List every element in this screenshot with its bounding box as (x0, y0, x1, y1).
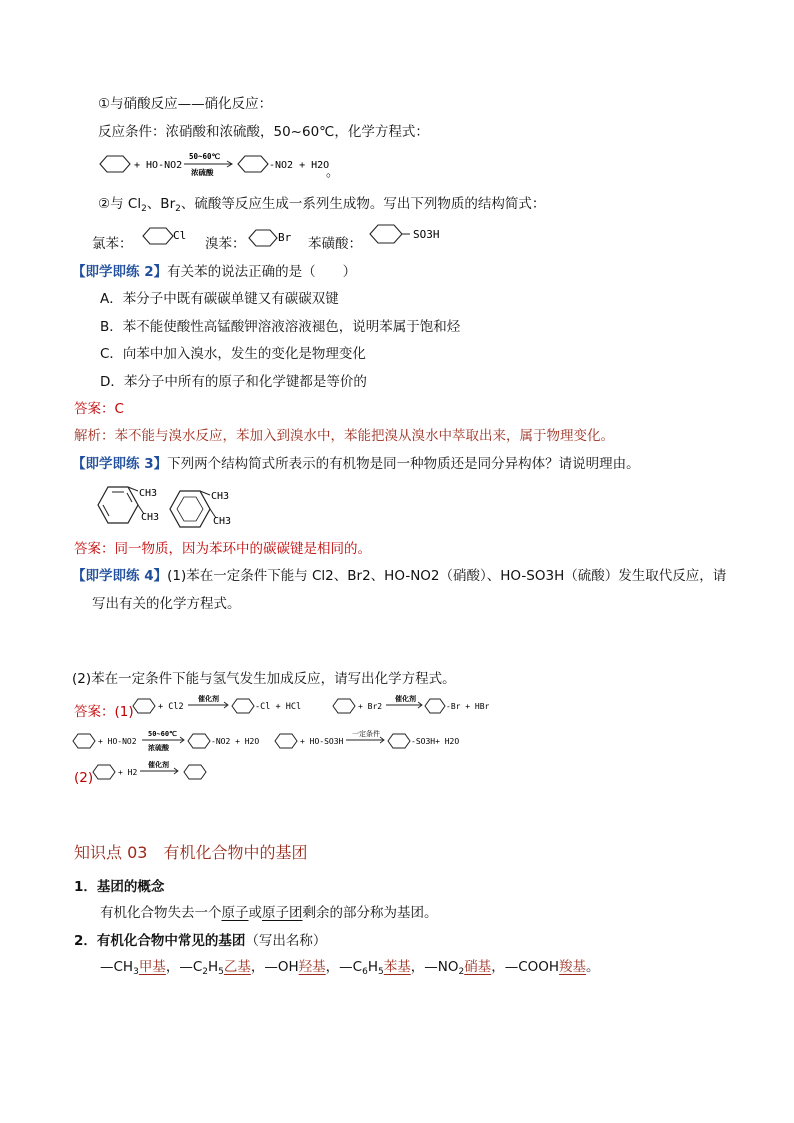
svg-text:+ Cl2: + Cl2 (158, 702, 184, 712)
group-name: 甲基 (138, 959, 166, 975)
svg-text:一定条件: 一定条件 (352, 730, 380, 738)
q2-answer: 答案：C (74, 401, 124, 417)
benzene-ring-icon (275, 734, 297, 748)
kp3-s1-text: 有机化合物失去一个原子或原子团剩余的部分称为基团。 (100, 905, 438, 921)
benzene-ring-icon (333, 699, 355, 713)
benzene-ring-icon (238, 156, 268, 172)
eq-hydrogenation (90, 760, 220, 786)
svg-text:-NO2 + H2O: -NO2 + H2O (211, 737, 260, 746)
svg-text:+ HO-SO3H: + HO-SO3H (300, 737, 344, 746)
chlorobenzene-structure (140, 224, 200, 248)
group-formula: —OH (264, 959, 299, 975)
group-name: 硝基 (464, 959, 492, 975)
svg-text:CH3: CH3 (141, 512, 160, 523)
benzene-ring-icon (370, 225, 402, 243)
eq-product: -NO2 + H2O (269, 160, 330, 171)
group-formula: —COOH (504, 959, 560, 975)
q3-answer: 答案：同一物质，因为苯环中的碳碳键是相同的。 (74, 541, 371, 557)
q4-stem-line1: 【即学即练 4】(1)苯在一定条件下能与 Cl2、Br2、HO-NO2（硝酸）、HO-SO3H（硫酸）发生取代反应，请 (72, 568, 727, 584)
eq-sulfonation (272, 728, 472, 758)
benzene-ring-icon (143, 228, 173, 244)
kp3-s1-title: 1．基团的概念 (74, 879, 165, 895)
q2-option-a: A．苯分子中既有碳碳单键又有碳碳双键 (100, 291, 339, 307)
q2-analysis: 解析：苯不能与溴水反应，苯加入到溴水中，苯能把溴从溴水中萃取出来，属于物理变化。 (74, 428, 614, 444)
svg-text:Cl: Cl (173, 229, 187, 242)
group-formula: $—NO_2$ (424, 959, 465, 977)
benzene-ring-icon (93, 765, 115, 779)
group-formula: $—CH_3$ (100, 959, 139, 977)
svg-text:催化剂: 催化剂 (198, 695, 219, 703)
bromobenzene-label: 溴苯： (205, 236, 246, 252)
kp3-heading: 知识点 03 有机化合物中的基团 (74, 843, 308, 862)
svg-text:-Cl + HCl: -Cl + HCl (255, 702, 302, 712)
svg-text:Br: Br (278, 231, 292, 244)
benzene-ring-icon (188, 734, 210, 748)
q3-structures (92, 478, 252, 536)
eq-end: 。 (326, 165, 340, 180)
q2-option-d: D．苯分子中所有的原子和化学键都是等价的 (100, 374, 367, 390)
svg-text:50~60℃: 50~60℃ (148, 730, 177, 738)
benzene-ring-icon (425, 699, 445, 713)
eq-chlorination (130, 694, 330, 720)
kp3-groups: $—CH_3$甲基，$—C_2H_5$乙基，—OH羟基，$—C_6H_5$苯基，$—NO_2$硝基，—COOH羧基。 (100, 959, 600, 977)
bromobenzene-structure (246, 226, 306, 250)
benzene-ring-icon (249, 230, 277, 246)
eq-over: 50~60℃ (189, 152, 220, 161)
group-name: 乙基 (223, 959, 251, 975)
q4-answer-2-prefix: (2) (74, 770, 94, 786)
svg-text:+ HO-NO2: + HO-NO2 (98, 737, 137, 746)
q3-stem: 【即学即练 3】下列两个结构简式所表示的有机物是同一种物质还是同分异构体？请说明理由。 (72, 456, 640, 472)
q4-stem-line2: 写出有关的化学方程式。 (92, 596, 241, 612)
benzene-ring-icon (100, 156, 130, 172)
benzene-ring-icon (388, 734, 410, 748)
q4-stem-part2: (2)苯在一定条件下能与氢气发生加成反应，请写出化学方程式。 (72, 671, 456, 687)
svg-text:+ Br2: + Br2 (358, 702, 383, 711)
xylene-structure-1 (98, 487, 159, 523)
group-name: 羧基 (559, 959, 587, 975)
svg-text:CH3: CH3 (139, 488, 158, 499)
svg-text:CH3: CH3 (213, 516, 232, 527)
nitration-equation (94, 150, 354, 184)
q2-option-b: B．苯不能使酸性高锰酸钾溶液溶液褪色，说明苯属于饱和烃 (100, 319, 461, 335)
benzene-ring-icon (73, 734, 95, 748)
svg-text:SO3H: SO3H (413, 228, 440, 241)
group-name: 苯基 (383, 959, 411, 975)
q2-option-c: C．向苯中加入溴水，发生的变化是物理变化 (100, 346, 366, 362)
kp3-s2-title: 2．有机化合物中常见的基团（写出名称） (74, 933, 327, 949)
svg-text:催化剂: 催化剂 (395, 695, 416, 703)
q4-answer-label: 答案：(1) (74, 704, 134, 720)
nitration-condition: 反应条件：浓硝酸和浓硫酸，50~60℃，化学方程式： (98, 124, 429, 140)
q2-stem: 【即学即练 2】有关苯的说法正确的是（ ） (72, 264, 357, 280)
group-formula: $—C_2H_5$ (179, 959, 224, 977)
eq-nitration-answer (70, 728, 280, 758)
svg-text:浓硫酸: 浓硫酸 (148, 744, 169, 752)
group-formula: $—C_6H_5$ (339, 959, 384, 977)
nitration-title: ①与硝酸反应——硝化反应： (98, 96, 273, 112)
sulfonic-label: 苯磺酸： (308, 236, 362, 252)
eq-under: 浓硫酸 (191, 168, 214, 177)
svg-text:CH3: CH3 (211, 491, 230, 502)
benzene-ring-icon (133, 699, 155, 713)
benzene-ring-icon (170, 491, 210, 527)
cyclohexane-ring-icon (184, 765, 206, 779)
svg-text:-SO3H+ H2O: -SO3H+ H2O (411, 737, 460, 746)
xylene-structure-2 (170, 491, 231, 527)
benzene-ring-icon (232, 699, 254, 713)
svg-text:-Br + HBr: -Br + HBr (446, 702, 490, 711)
other-reactions-text: ②与 $Cl_2$、$Br_2$、硫酸等反应生成一系列生成物。写出下列物质的结构简式： (98, 196, 546, 214)
svg-text:催化剂: 催化剂 (148, 761, 169, 769)
eq-reagent: + HO-NO2 (134, 160, 183, 171)
sulfonic-structure (366, 220, 456, 250)
svg-text:+ H2: + H2 (118, 768, 138, 777)
group-name: 羟基 (298, 959, 326, 975)
chlorobenzene-label: 氯苯： (92, 236, 133, 252)
eq-bromination (330, 694, 510, 720)
